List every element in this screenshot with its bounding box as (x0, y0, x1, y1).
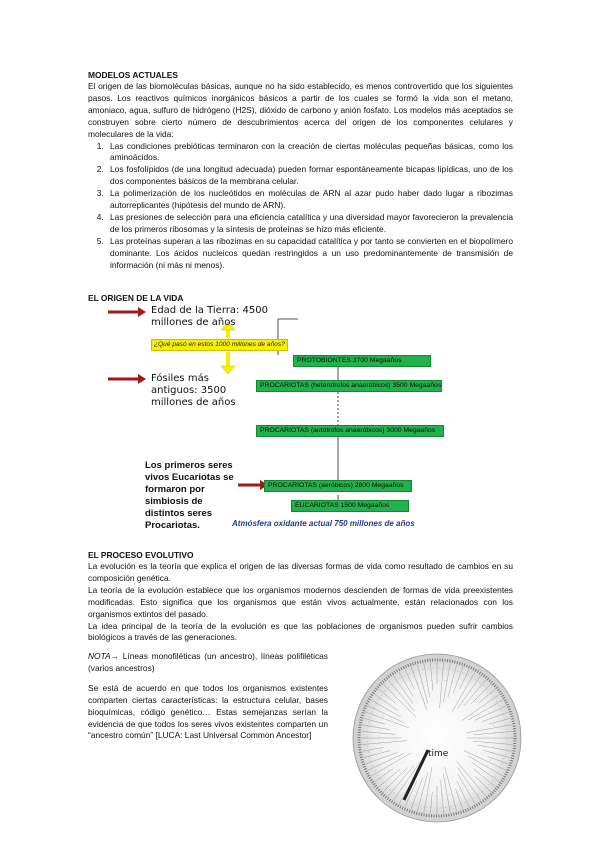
edad-tierra-text: Edad de la Tierra: 4500 millones de años (151, 305, 268, 328)
pregunta-box: ¿Qué pasó en estos 1000 millones de años? (151, 339, 288, 351)
proceso-section (88, 550, 513, 644)
proceso-p3: La idea principal de la teoría de la evolución es que las poblaciones de organismos pueden sufrir cambios biológicos a través de las generaciones. (88, 620, 513, 643)
proceso-cont (88, 651, 328, 742)
modelos-steps (88, 141, 513, 272)
step-item: 2. Los fosfolípidos (de una longitud adecuada) pueden formar espontáneamente bicapas lipídicas, uno de los dos componentes básicos de la membrana celular. (106, 164, 513, 188)
proceso-title: EL PROCESO EVOLUTIVO (88, 550, 194, 560)
proceso-p2: La teoría de la evolución establece que los organismos modernos descienden de formas de vida preexistentes modificadas. Esto significa que los organismos que están vivos actualmente, están relacionados con los organismos extintos del pasado. (88, 584, 513, 619)
red-arrow-icon (108, 374, 146, 384)
atmosfera-text: Atmósfera oxidante actual 750 millones de años (232, 519, 415, 528)
eucariotas-note: Los primeros seres vivos Eucariotas se formaron por simbiosis de distintos seres Procariotas. (145, 460, 234, 531)
fosiles-text: Fósiles más antiguos: 3500 millones de años (151, 373, 236, 408)
modelos-title: MODELOS ACTUALES (88, 70, 178, 80)
origen-title: EL ORIGEN DE LA VIDA (88, 293, 184, 303)
step-item: 5. Las proteínas superan a las ribozimas en su capacidad catalítica y por tanto se convierten en el biopolímero dominante. Los ácidos nucleicos quedan restringidos a un uso predominantemente de transmisión de información (ni más ni menos). (106, 236, 513, 272)
modelos-section (88, 70, 513, 272)
origen-diagram (88, 300, 518, 540)
tree-of-life-figure (350, 650, 525, 825)
proceso-p4: Se está de acuerdo en que todos los organismos existentes comparten ciertas características: la estructura celular, bases bioquímicas, código genético… Estas semejanzas serían la evidencia de que todos los seres vivos existentes comparten un “ancestro común” [LUCA: Last Universal Common Ancestor] (88, 682, 328, 741)
step-item: 4. Las presiones de selección para una eficiencia catalítica y una diversidad mayor favorecieron la prevalencia de los primeros ribosomas y la síntesis de proteínas se hizo más eficiente. (106, 212, 513, 236)
modelos-intro: El origen de las biomoléculas básicas, aunque no ha sido establecido, es menos controvertido que los siguientes pasos. Los reactivos químicos inorgánicos básicos a partir de los cuales se formó la vida son el metano, amoniaco, agua, sulfuro de hidrógeno (H2S), dióxido de carbono y anión fosfato. Los modelos más aceptados se construyen sobre cierto número de descubrimientos acerca del origen de los componentes celulares y moleculares de la vida: (88, 81, 513, 139)
box-procariotas-aerobicos: PROCARIOTAS (aeróbicos) 2800 Megaaños (264, 480, 412, 492)
box-procariotas-heterotrofos: PROCARIOTAS (heterotrofos anaeróbicos) 3500 Megaaños (256, 380, 442, 392)
nota-line (88, 651, 328, 675)
box-procariotas-autotrofos: PROCARIOTAS (autotrofos anaeróbicos) 3000 Megaaños (256, 425, 444, 437)
red-arrow-icon (108, 307, 146, 317)
tree-time-label: time (428, 749, 449, 759)
tree-of-life-icon (350, 650, 525, 825)
nota-label: NOTA→ (88, 651, 120, 661)
nota-text: Líneas monofiléticas (un ancestro), líneas polifiléticas (varios ancestros) (88, 651, 328, 673)
step-item: 1. Las condiciones prebióticas terminaron con la creación de ciertas moléculas pequeñas básicas, como los aminoácidos. (106, 141, 513, 165)
step-item: 3. La polimerización de los nucleótidos en moléculas de ARN al azar pudo haber dado lugar a ribozimas autorreplicantes (hipótesis del mundo de ARN). (106, 188, 513, 212)
proceso-p1: La evolución es la teoría que explica el origen de las diversas formas de vida como resultado de cambios en su composición genética. (88, 561, 513, 583)
box-eucariotas: EUCARIOTAS 1500 Megaaños (291, 500, 409, 512)
box-protobiontes: PROTOBIONTES 3700 Megaaños (293, 355, 431, 367)
